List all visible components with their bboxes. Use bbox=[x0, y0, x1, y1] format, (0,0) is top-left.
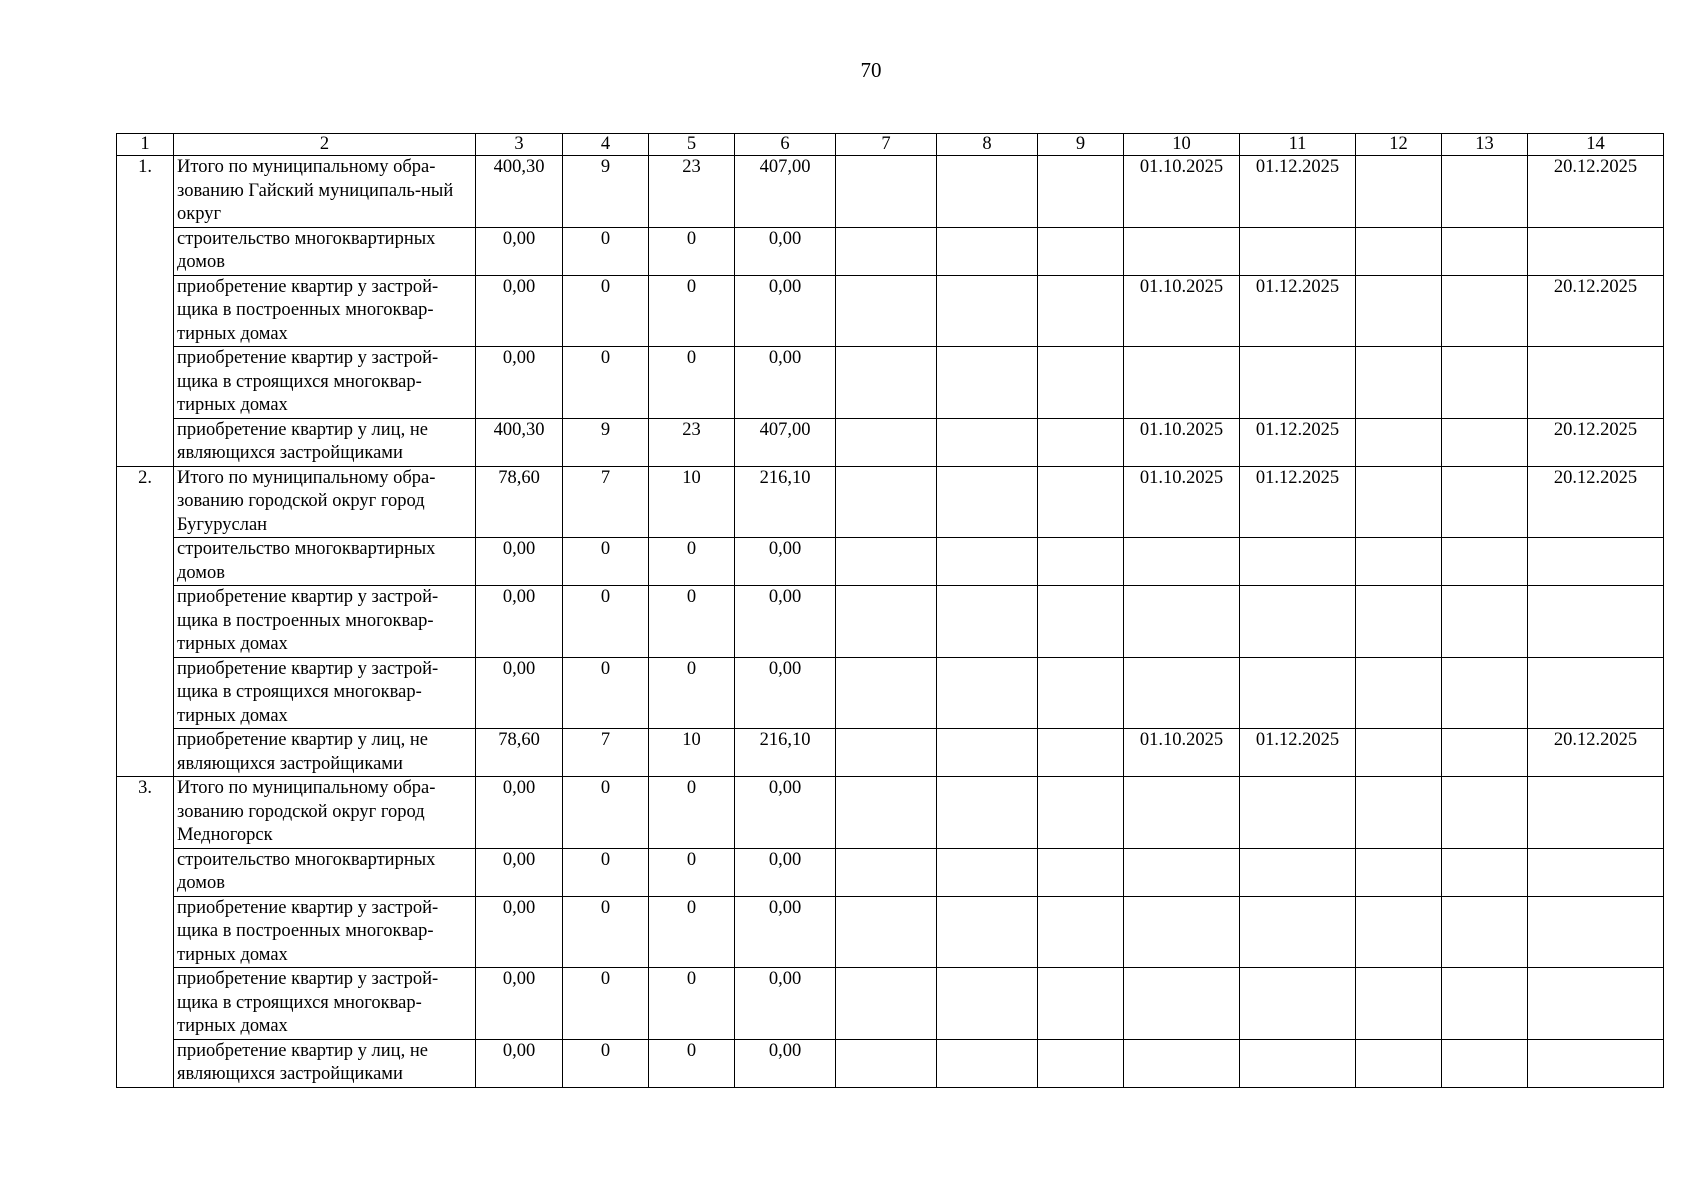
table-row bbox=[117, 156, 1664, 228]
value-cell: 400,30 bbox=[476, 156, 563, 228]
value-cell bbox=[1442, 347, 1528, 419]
data-table bbox=[116, 133, 1664, 1088]
value-cell bbox=[1442, 968, 1528, 1040]
value-cell bbox=[1356, 1039, 1442, 1087]
value-cell: 0 bbox=[649, 275, 735, 347]
value-cell bbox=[836, 227, 937, 275]
date-cell: 01.10.2025 bbox=[1124, 466, 1240, 538]
date-cell bbox=[1240, 586, 1356, 658]
value-cell bbox=[836, 586, 937, 658]
value-cell: 0,00 bbox=[476, 347, 563, 419]
value-cell bbox=[836, 729, 937, 777]
value-cell bbox=[937, 1039, 1038, 1087]
column-header: 6 bbox=[735, 134, 836, 156]
item-name-cell: приобретение квартир у лиц, не являющихся застройщиками bbox=[174, 1039, 476, 1087]
value-cell: 7 bbox=[563, 466, 649, 538]
value-cell: 0,00 bbox=[476, 1039, 563, 1087]
value-cell bbox=[937, 896, 1038, 968]
table-row bbox=[117, 896, 1664, 968]
value-cell: 0,00 bbox=[476, 777, 563, 849]
value-cell: 0 bbox=[563, 227, 649, 275]
value-cell: 0,00 bbox=[735, 347, 836, 419]
item-name-cell: Итого по муниципальному обра-зованию городской округ город Бугуруслан bbox=[174, 466, 476, 538]
column-header: 11 bbox=[1240, 134, 1356, 156]
value-cell bbox=[1442, 848, 1528, 896]
date-cell: 01.12.2025 bbox=[1240, 729, 1356, 777]
value-cell: 0 bbox=[649, 347, 735, 419]
table-row bbox=[117, 418, 1664, 466]
value-cell bbox=[937, 466, 1038, 538]
value-cell bbox=[1038, 729, 1124, 777]
value-cell bbox=[937, 586, 1038, 658]
value-cell: 0,00 bbox=[476, 848, 563, 896]
value-cell: 0 bbox=[563, 968, 649, 1040]
value-cell bbox=[836, 275, 937, 347]
value-cell bbox=[1356, 586, 1442, 658]
table-row bbox=[117, 586, 1664, 658]
value-cell: 0 bbox=[649, 657, 735, 729]
date-cell bbox=[1528, 896, 1664, 968]
value-cell bbox=[836, 418, 937, 466]
table-body bbox=[117, 134, 1664, 1088]
value-cell: 23 bbox=[649, 418, 735, 466]
column-header: 7 bbox=[836, 134, 937, 156]
column-number-row bbox=[117, 134, 1664, 156]
row-index-cell: 3. bbox=[117, 777, 174, 1088]
value-cell bbox=[1442, 1039, 1528, 1087]
value-cell bbox=[1038, 777, 1124, 849]
date-cell: 01.12.2025 bbox=[1240, 275, 1356, 347]
date-cell bbox=[1124, 586, 1240, 658]
value-cell bbox=[836, 657, 937, 729]
value-cell bbox=[1356, 347, 1442, 419]
date-cell bbox=[1124, 896, 1240, 968]
item-name-cell: приобретение квартир у застрой-щика в строящихся многоквар-тирных домах bbox=[174, 968, 476, 1040]
value-cell: 0 bbox=[563, 275, 649, 347]
value-cell bbox=[1442, 156, 1528, 228]
date-cell: 01.10.2025 bbox=[1124, 418, 1240, 466]
date-cell bbox=[1528, 586, 1664, 658]
value-cell bbox=[1356, 777, 1442, 849]
value-cell: 0,00 bbox=[476, 275, 563, 347]
table-row bbox=[117, 777, 1664, 849]
table-row bbox=[117, 538, 1664, 586]
date-cell bbox=[1528, 968, 1664, 1040]
item-name-cell: приобретение квартир у застрой-щика в строящихся многоквар-тирных домах bbox=[174, 657, 476, 729]
value-cell: 0,00 bbox=[735, 657, 836, 729]
item-name-cell: строительство многоквартирных домов bbox=[174, 848, 476, 896]
value-cell bbox=[836, 968, 937, 1040]
date-cell bbox=[1240, 538, 1356, 586]
value-cell: 0 bbox=[649, 538, 735, 586]
date-cell bbox=[1528, 538, 1664, 586]
value-cell bbox=[1038, 968, 1124, 1040]
table-row bbox=[117, 466, 1664, 538]
value-cell bbox=[1356, 466, 1442, 538]
column-header: 14 bbox=[1528, 134, 1664, 156]
column-header: 3 bbox=[476, 134, 563, 156]
date-cell bbox=[1124, 227, 1240, 275]
value-cell: 0,00 bbox=[476, 968, 563, 1040]
date-cell: 01.10.2025 bbox=[1124, 275, 1240, 347]
value-cell bbox=[1356, 968, 1442, 1040]
column-header: 4 bbox=[563, 134, 649, 156]
value-cell bbox=[1356, 657, 1442, 729]
item-name-cell: приобретение квартир у застрой-щика в построенных многоквар-тирных домах bbox=[174, 896, 476, 968]
date-cell bbox=[1528, 657, 1664, 729]
item-name-cell: приобретение квартир у застрой-щика в построенных многоквар-тирных домах bbox=[174, 275, 476, 347]
value-cell bbox=[1442, 538, 1528, 586]
value-cell bbox=[1356, 156, 1442, 228]
value-cell: 7 bbox=[563, 729, 649, 777]
date-cell bbox=[1124, 777, 1240, 849]
item-name-cell: приобретение квартир у застрой-щика в строящихся многоквар-тирных домах bbox=[174, 347, 476, 419]
row-index-cell: 2. bbox=[117, 466, 174, 777]
value-cell: 0,00 bbox=[735, 586, 836, 658]
date-cell bbox=[1528, 777, 1664, 849]
column-header: 5 bbox=[649, 134, 735, 156]
value-cell: 0,00 bbox=[476, 657, 563, 729]
value-cell: 10 bbox=[649, 729, 735, 777]
value-cell bbox=[1442, 657, 1528, 729]
date-cell bbox=[1124, 347, 1240, 419]
date-cell bbox=[1528, 347, 1664, 419]
value-cell: 9 bbox=[563, 156, 649, 228]
value-cell bbox=[1356, 729, 1442, 777]
value-cell bbox=[937, 227, 1038, 275]
item-name-cell: строительство многоквартирных домов bbox=[174, 227, 476, 275]
value-cell: 0 bbox=[649, 1039, 735, 1087]
date-cell bbox=[1528, 1039, 1664, 1087]
date-cell: 20.12.2025 bbox=[1528, 729, 1664, 777]
date-cell bbox=[1240, 968, 1356, 1040]
date-cell bbox=[1240, 896, 1356, 968]
page-number: 70 bbox=[860, 58, 882, 82]
value-cell bbox=[1038, 227, 1124, 275]
value-cell: 0 bbox=[563, 538, 649, 586]
table-row bbox=[117, 657, 1664, 729]
item-name-cell: приобретение квартир у лиц, не являющихся застройщиками bbox=[174, 729, 476, 777]
item-name-cell: Итого по муниципальному обра-зованию городской округ город Медногорск bbox=[174, 777, 476, 849]
date-cell bbox=[1124, 968, 1240, 1040]
value-cell: 216,10 bbox=[735, 729, 836, 777]
date-cell bbox=[1124, 1039, 1240, 1087]
date-cell bbox=[1240, 1039, 1356, 1087]
value-cell bbox=[937, 777, 1038, 849]
value-cell bbox=[1442, 729, 1528, 777]
value-cell bbox=[937, 968, 1038, 1040]
value-cell: 0 bbox=[649, 896, 735, 968]
value-cell: 0,00 bbox=[735, 777, 836, 849]
date-cell bbox=[1528, 227, 1664, 275]
value-cell: 0,00 bbox=[476, 227, 563, 275]
value-cell bbox=[937, 347, 1038, 419]
value-cell: 0,00 bbox=[476, 896, 563, 968]
date-cell bbox=[1124, 657, 1240, 729]
item-name-cell: Итого по муниципальному обра-зованию Гайский муниципаль-ный округ bbox=[174, 156, 476, 228]
value-cell: 0 bbox=[563, 1039, 649, 1087]
value-cell bbox=[1038, 848, 1124, 896]
value-cell: 400,30 bbox=[476, 418, 563, 466]
value-cell: 0,00 bbox=[735, 848, 836, 896]
value-cell bbox=[1038, 156, 1124, 228]
column-header: 1 bbox=[117, 134, 174, 156]
column-header: 12 bbox=[1356, 134, 1442, 156]
value-cell: 78,60 bbox=[476, 729, 563, 777]
column-header: 2 bbox=[174, 134, 476, 156]
value-cell bbox=[836, 848, 937, 896]
column-header: 13 bbox=[1442, 134, 1528, 156]
table-row bbox=[117, 275, 1664, 347]
value-cell: 0 bbox=[563, 347, 649, 419]
value-cell bbox=[1442, 896, 1528, 968]
value-cell bbox=[836, 538, 937, 586]
value-cell: 0 bbox=[563, 777, 649, 849]
value-cell bbox=[836, 347, 937, 419]
value-cell bbox=[1442, 586, 1528, 658]
value-cell bbox=[937, 729, 1038, 777]
value-cell bbox=[1038, 538, 1124, 586]
value-cell bbox=[1038, 896, 1124, 968]
value-cell bbox=[937, 848, 1038, 896]
value-cell: 0 bbox=[563, 848, 649, 896]
value-cell bbox=[836, 1039, 937, 1087]
value-cell bbox=[1356, 275, 1442, 347]
value-cell: 10 bbox=[649, 466, 735, 538]
value-cell bbox=[1356, 896, 1442, 968]
value-cell: 0 bbox=[649, 968, 735, 1040]
value-cell: 0,00 bbox=[735, 896, 836, 968]
value-cell bbox=[1038, 586, 1124, 658]
value-cell bbox=[1038, 466, 1124, 538]
table-row bbox=[117, 968, 1664, 1040]
value-cell bbox=[1356, 418, 1442, 466]
date-cell bbox=[1240, 848, 1356, 896]
value-cell bbox=[1356, 848, 1442, 896]
value-cell: 0 bbox=[649, 848, 735, 896]
value-cell: 216,10 bbox=[735, 466, 836, 538]
date-cell bbox=[1124, 538, 1240, 586]
item-name-cell: приобретение квартир у застрой-щика в построенных многоквар-тирных домах bbox=[174, 586, 476, 658]
date-cell: 01.12.2025 bbox=[1240, 418, 1356, 466]
value-cell: 23 bbox=[649, 156, 735, 228]
date-cell bbox=[1240, 777, 1356, 849]
value-cell: 0,00 bbox=[476, 586, 563, 658]
value-cell: 0,00 bbox=[476, 538, 563, 586]
value-cell bbox=[836, 777, 937, 849]
table-row bbox=[117, 347, 1664, 419]
value-cell bbox=[937, 657, 1038, 729]
value-cell bbox=[937, 418, 1038, 466]
value-cell: 0 bbox=[563, 586, 649, 658]
value-cell: 78,60 bbox=[476, 466, 563, 538]
value-cell bbox=[1038, 657, 1124, 729]
value-cell: 0,00 bbox=[735, 968, 836, 1040]
date-cell: 20.12.2025 bbox=[1528, 466, 1664, 538]
value-cell bbox=[1356, 538, 1442, 586]
value-cell: 0 bbox=[563, 896, 649, 968]
value-cell: 0 bbox=[649, 777, 735, 849]
date-cell: 20.12.2025 bbox=[1528, 156, 1664, 228]
item-name-cell: строительство многоквартирных домов bbox=[174, 538, 476, 586]
value-cell: 9 bbox=[563, 418, 649, 466]
value-cell bbox=[1038, 1039, 1124, 1087]
value-cell: 0,00 bbox=[735, 275, 836, 347]
column-header: 9 bbox=[1038, 134, 1124, 156]
column-header: 10 bbox=[1124, 134, 1240, 156]
value-cell bbox=[1442, 227, 1528, 275]
value-cell bbox=[1442, 777, 1528, 849]
date-cell bbox=[1240, 347, 1356, 419]
date-cell: 20.12.2025 bbox=[1528, 275, 1664, 347]
value-cell: 0 bbox=[649, 227, 735, 275]
value-cell: 0,00 bbox=[735, 227, 836, 275]
value-cell bbox=[836, 896, 937, 968]
value-cell bbox=[836, 466, 937, 538]
table-row bbox=[117, 729, 1664, 777]
date-cell bbox=[1240, 227, 1356, 275]
value-cell: 407,00 bbox=[735, 418, 836, 466]
value-cell: 0,00 bbox=[735, 1039, 836, 1087]
value-cell bbox=[1038, 275, 1124, 347]
date-cell bbox=[1240, 657, 1356, 729]
value-cell bbox=[1442, 275, 1528, 347]
date-cell: 01.12.2025 bbox=[1240, 156, 1356, 228]
item-name-cell: приобретение квартир у лиц, не являющихся застройщиками bbox=[174, 418, 476, 466]
column-header: 8 bbox=[937, 134, 1038, 156]
value-cell: 0,00 bbox=[735, 538, 836, 586]
value-cell bbox=[937, 538, 1038, 586]
value-cell: 0 bbox=[563, 657, 649, 729]
row-index-cell: 1. bbox=[117, 156, 174, 467]
date-cell: 20.12.2025 bbox=[1528, 418, 1664, 466]
value-cell bbox=[937, 156, 1038, 228]
date-cell bbox=[1124, 848, 1240, 896]
value-cell bbox=[1356, 227, 1442, 275]
table-row bbox=[117, 1039, 1664, 1087]
value-cell bbox=[836, 156, 937, 228]
table-row bbox=[117, 848, 1664, 896]
value-cell bbox=[1038, 347, 1124, 419]
value-cell: 407,00 bbox=[735, 156, 836, 228]
date-cell: 01.12.2025 bbox=[1240, 466, 1356, 538]
value-cell bbox=[1038, 418, 1124, 466]
date-cell: 01.10.2025 bbox=[1124, 156, 1240, 228]
value-cell bbox=[1442, 418, 1528, 466]
value-cell bbox=[937, 275, 1038, 347]
table-row bbox=[117, 227, 1664, 275]
value-cell bbox=[1442, 466, 1528, 538]
date-cell: 01.10.2025 bbox=[1124, 729, 1240, 777]
date-cell bbox=[1528, 848, 1664, 896]
value-cell: 0 bbox=[649, 586, 735, 658]
